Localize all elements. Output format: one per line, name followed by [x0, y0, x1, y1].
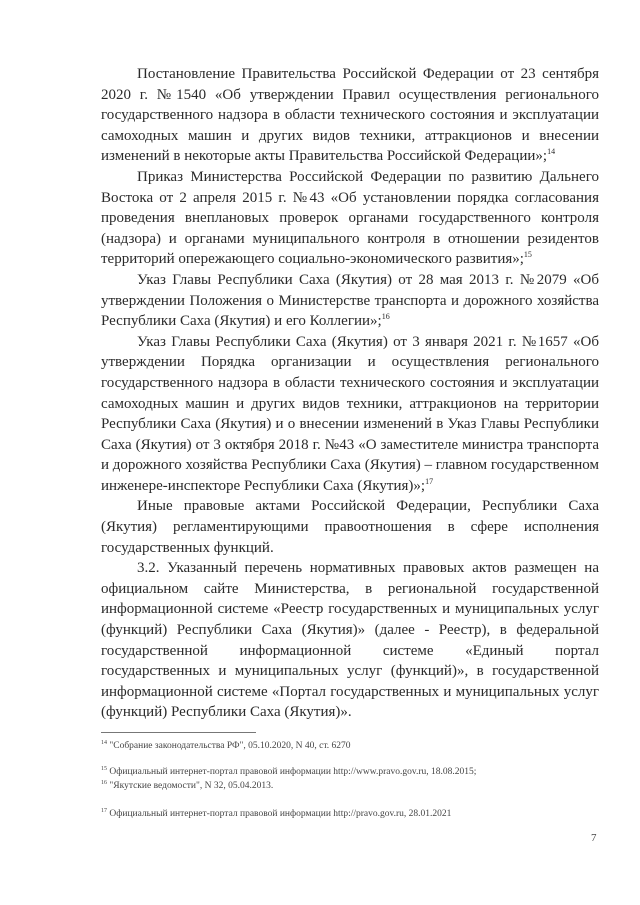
- footnote-ref[interactable]: 17: [425, 476, 434, 486]
- paragraph-other-acts: Иные правовые актами Российской Федерации, Республики Саха (Якутия) регламентирующими правоотношения в сфере исполнения государственных функций.: [101, 498, 599, 556]
- paragraph-decree-1657: Указ Главы Республики Саха (Якутия) от 3 января 2021 г. №1657 «Об утверждении Порядка организации и осуществления регионального государственного надзора в области технического состояния и эксплуатации самоходных машин и других видов техники, аттракционов на территории Республики Саха (Якутия) и о внесении изменений в Указ Главы Республики Саха (Якутия) от 3 октября 2018 г. №43 «О заместителе министра транспорта и дорожного хозяйства Республики Саха (Якутия) – главном государственном инженере-инспекторе Республики Саха (Якутия)»;$^{17}$: [101, 333, 599, 494]
- paragraph-order-43: Приказ Министерства Российской Федерации по развитию Дальнего Востока от 2 апреля 2015 г. №43 «Об установлении порядка согласования проведения внеплановых проверок органами государственного контроля (надзора) и органами муниципального контроля в отношении резидентов территорий опережающего социально-экономического развития»;$^{15}$: [101, 168, 599, 268]
- footnote-ref[interactable]: 14: [547, 147, 556, 157]
- paragraph-decree-1540: Постановление Правительства Российской Федерации от 23 сентября 2020 г. №1540 «Об утверждении Правил осуществления регионального государственного надзора в области технического состояния и эксплуатации самоходных машин и других видов техники, аттракционов и внесении изменений в некоторые акты Правительства Российской Федерации»;$^{14}$: [101, 66, 599, 165]
- footnote-divider: [101, 732, 256, 733]
- body-text: [101, 64, 599, 723]
- footnote-17: $^{17}$ Официальный интернет-портал правовой информации http://pravo.gov.ru, 28.01.2021: [101, 808, 452, 819]
- footnote-ref[interactable]: 15: [523, 250, 532, 260]
- footnote-16: $^{16}$ "Якутские ведомости", N 32, 05.04.2013.: [101, 780, 274, 791]
- footnote-ref[interactable]: 16: [381, 312, 390, 322]
- footnote-14: $^{14}$ "Собрание законодательства РФ", 05.10.2020, N 40, ст. 6270: [101, 740, 351, 751]
- page-number: 7: [591, 832, 597, 844]
- footnote-15: $^{15}$ Официальный интернет-портал правовой информации http://www.pravo.gov.ru, 18.08.2015;: [101, 766, 477, 777]
- paragraph-3-2: 3.2. Указанный перечень нормативных правовых актов размещен на официальном сайте Министерства, в региональной государственной информационной системе «Реестр государственных и муниципальных услуг (функций) Республики Саха (Якутия)» (далее - Реестр), в федеральной государственной информационной системе «Единый портал государственных и муниципальных услуг (функций)», в государственной информационной системе «Портал государственных и муниципальных услуг (функций) Республики Саха (Якутия)».: [101, 560, 599, 721]
- paragraph-decree-2079: Указ Главы Республики Саха (Якутия) от 28 мая 2013 г. №2079 «Об утверждении Положения о Министерстве транспорта и дорожного хозяйства Республики Саха (Якутия) и его Коллегии»;$^{16}$: [101, 271, 599, 330]
